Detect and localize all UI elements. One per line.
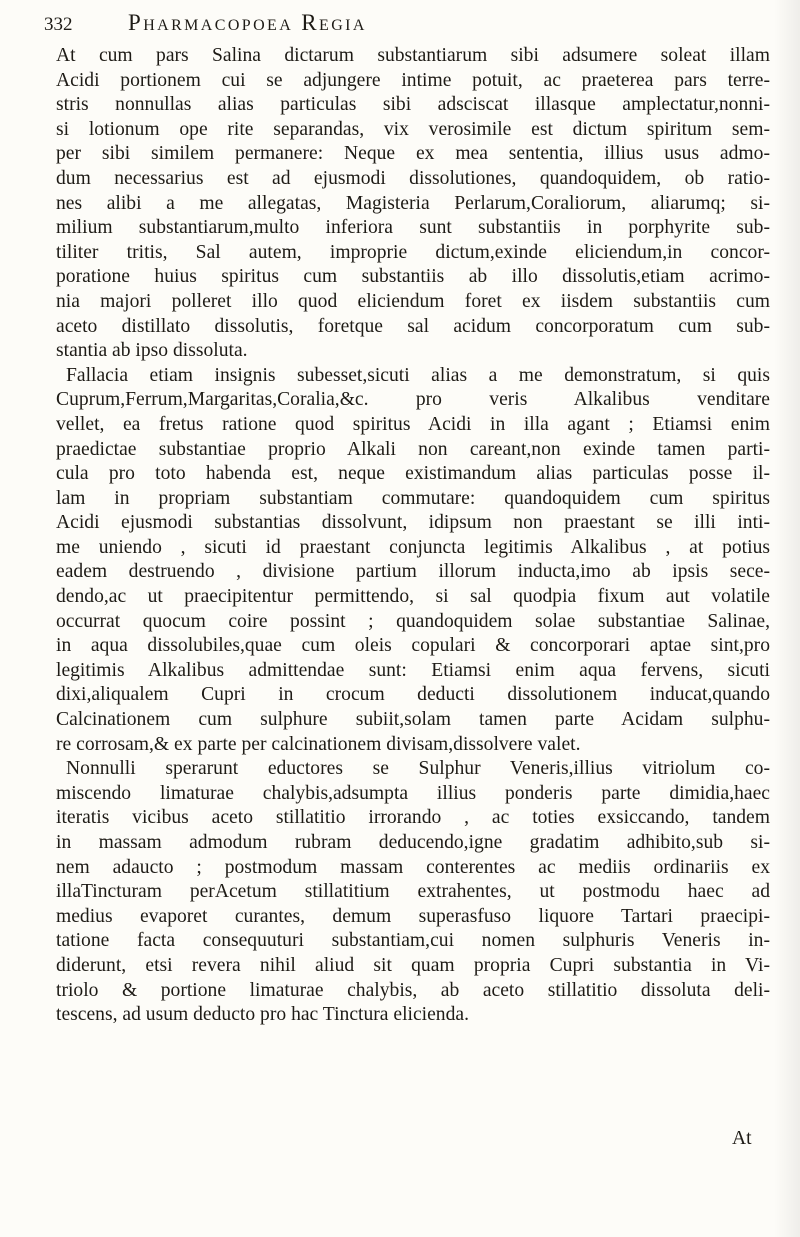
text-line: dendo,ac ut praecipitentur permittendo, si sal quodpia fixum aut volatile	[56, 586, 770, 608]
text-line: Acidi portionem cui se adjungere intime potuit, ac praeterea pars terre-	[56, 69, 770, 91]
text-line: iteratis vicibus aceto stillatitio irrorando , ac toties exsiccando, tandem	[56, 807, 770, 829]
text-line: legitimis Alkalibus admittendae sunt: Etiamsi enim aqua fervens, sicuti	[56, 659, 770, 681]
catchword: At	[732, 1128, 752, 1149]
text-line: eadem destruendo , divisione partium illorum inducta,imo ab ipsis sece-	[56, 561, 770, 583]
text-line: stantia ab ipso dissoluta.	[56, 340, 248, 362]
text-line: tatione facta consequuturi substantiam,cui nomen sulphuris Veneris in-	[56, 930, 770, 952]
text-line: diderunt, etsi revera nihil aliud sit quam propria Cupri substantia in Vi-	[56, 954, 770, 976]
text-line: Nonnulli sperarunt eductores se Sulphur Veneris,illius vitriolum co-	[66, 758, 770, 780]
text-line: in massam admodum rubram deducendo,igne gradatim adhibito,sub si-	[56, 832, 770, 853]
text-line: Acidi ejusmodi substantias dissolvunt, idipsum non praestant se illi inti-	[56, 512, 770, 534]
text-line: praedictae substantiae proprio Alkali non careant,non exinde tamen parti-	[56, 438, 770, 460]
text-line: At cum pars Salina dictarum substantiarum sibi adsumere soleat illam	[56, 45, 770, 66]
text-line: vellet, ea fretus ratione quod spiritus Acidi in illa agant ; Etiamsi enim	[56, 413, 770, 435]
text-line: miscendo limaturae chalybis,adsumpta illius ponderis parte dimidia,haec	[56, 782, 770, 804]
text-line: Fallacia etiam insignis subesset,sicuti alias a me demonstratum, si quis	[66, 364, 770, 386]
text-line: poratione huius spiritus cum substantiis ab illo dissolutis,etiam acrimo-	[56, 266, 770, 288]
text-line: illaTincturam perAcetum stillatitium extrahentes, ut postmodu haec ad	[56, 881, 770, 903]
text-line: occurrat quocum coire possint ; quandoquidem solae substantiae Salinae,	[56, 610, 770, 632]
text-line: dixi,aliqualem Cupri in crocum deducti dissolutionem inducat,quando	[56, 684, 770, 706]
text-line: per sibi similem permanere: Neque ex mea sententia, illius usus admo-	[56, 143, 770, 165]
text-line: si lotionum ope rite separandas, vix verosimile est dictum spiritum sem-	[56, 118, 770, 140]
text-line: me uniendo , sicuti id praestant conjuncta legitimis Alkalibus , at potius	[56, 536, 770, 558]
text-line: stris nonnullas alias particulas sibi adsciscat illasque amplectatur,nonni-	[56, 94, 770, 116]
running-head: Pharmacopoea Regia	[128, 10, 367, 35]
text-line: lam in propriam substantiam commutare: quandoquidem cum spiritus	[56, 487, 770, 509]
text-line: nia majori polleret illo quod eliciendum foret ex iisdem substantiis cum	[56, 290, 770, 312]
text-line: cula pro toto habenda est, neque existimandum alias particulas posse il-	[56, 463, 770, 485]
text-line: triolo & portione limaturae chalybis, ab aceto stillatitio dissoluta deli-	[56, 979, 770, 1001]
text-line: re corrosam,& ex parte per calcinationem divisam,dissolvere valet.	[56, 733, 581, 755]
body-text	[56, 44, 770, 1028]
text-line: in aqua dissolubiles,quae cum oleis copulari & concorporari aptae sint,pro	[56, 635, 770, 657]
text-line: dum necessarius est ad ejusmodi dissolutiones, quandoquidem, ob ratio-	[56, 167, 770, 189]
text-line: milium substantiarum,multo inferiora sunt substantiis in porphyrite sub-	[56, 217, 770, 239]
text-line: Cuprum,Ferrum,Margaritas,Coralia,&c. pro veris Alkalibus venditare	[56, 389, 770, 411]
text-line: tiliter tritis, Sal autem, improprie dictum,exinde eliciendum,in concor-	[56, 241, 770, 263]
text-line: nes alibi a me allegatas, Magisteria Perlarum,Coraliorum, aliarumq; si-	[56, 192, 770, 214]
text-line: aceto distillato dissolutis, foretque sal acidum concorporatum cum sub-	[56, 315, 770, 337]
text-line: Calcinationem cum sulphure subiit,solam tamen parte Acidam sulphu-	[56, 709, 770, 731]
page-header	[44, 6, 764, 40]
text-line: tescens, ad usum deducto pro hac Tinctura elicienda.	[56, 1004, 469, 1026]
text-line: medius evaporet curantes, demum superasfuso liquore Tartari praecipi-	[56, 905, 770, 927]
text-line: nem adaucto ; postmodum massam conterentes ac mediis ordinariis ex	[56, 856, 770, 878]
page-number: 332	[44, 14, 73, 35]
page-edge-shadow	[774, 0, 800, 1237]
